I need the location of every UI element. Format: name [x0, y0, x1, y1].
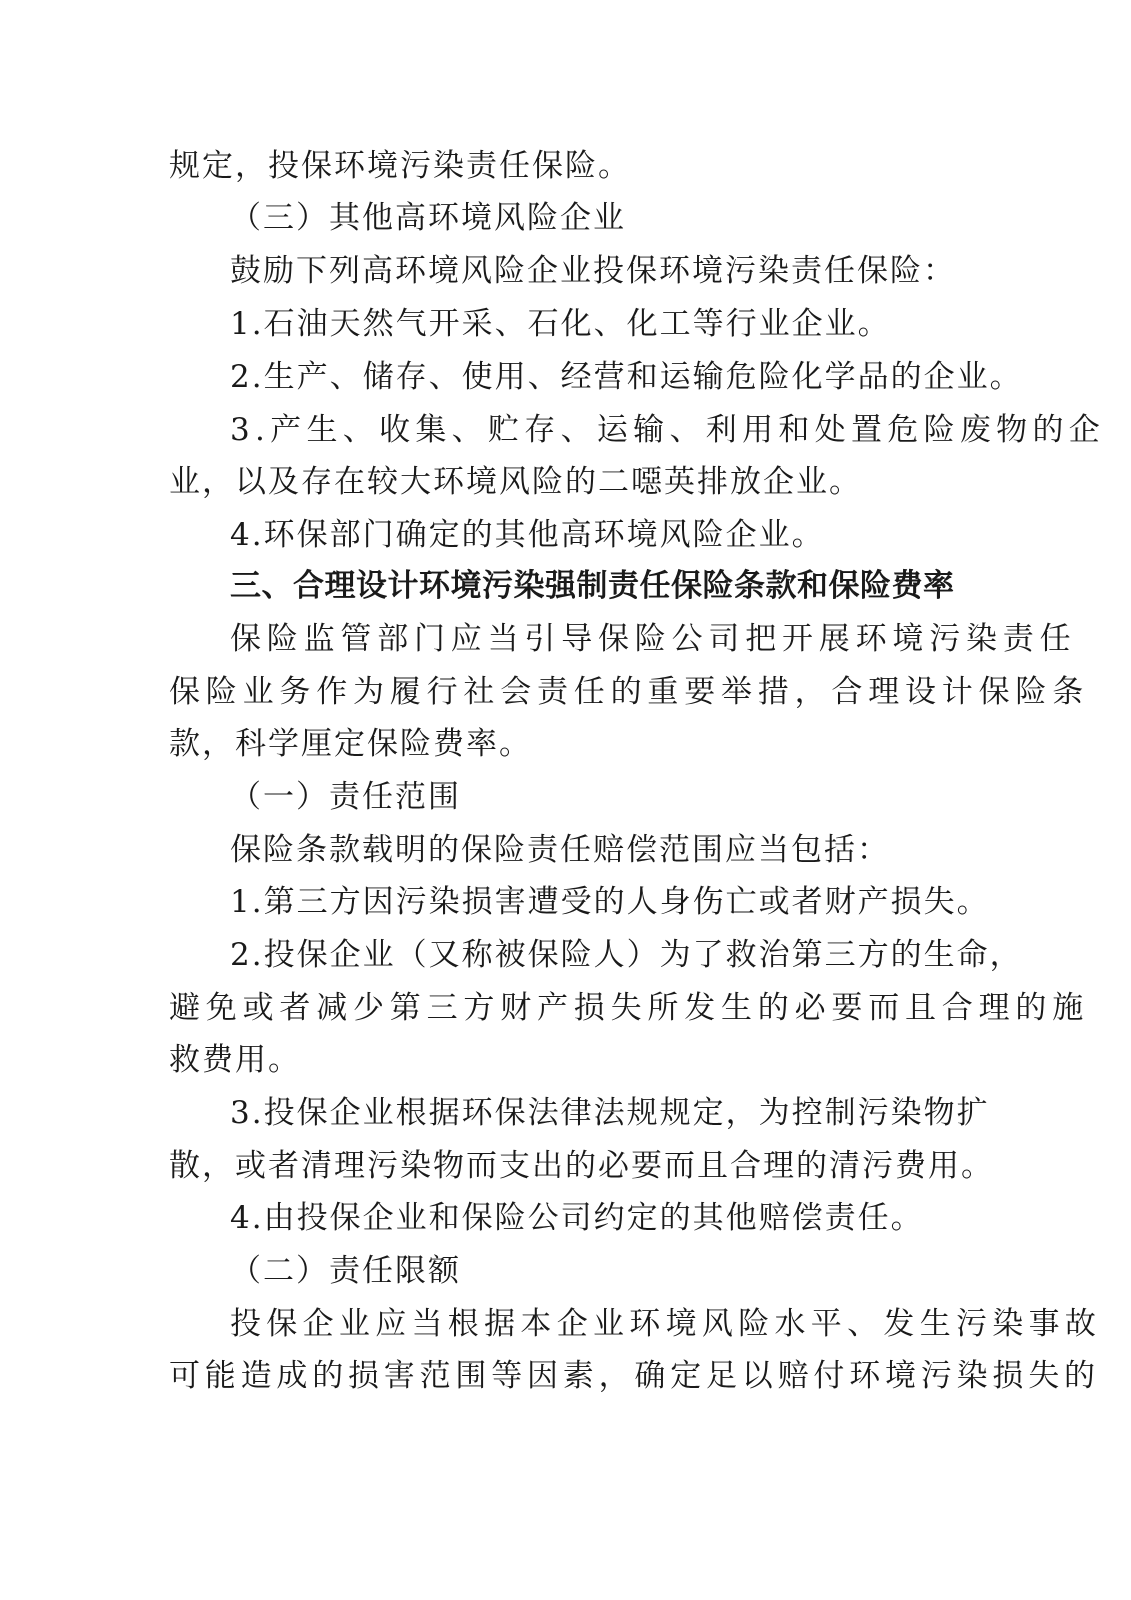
text-line: 业，以及存在较大环境风险的二噁英排放企业。: [169, 464, 862, 500]
subheading-line: （一）责任范围: [230, 779, 461, 815]
list-item: 3.投保企业根据环保法律法规规定，为控制污染物扩: [230, 1095, 990, 1131]
list-item: 4.由投保企业和保险公司约定的其他赔偿责任。: [230, 1200, 924, 1236]
subheading-line: （二）责任限额: [230, 1253, 461, 1289]
text-line: 投保企业应当根据本企业环境风险水平、发生污染事故: [230, 1306, 1102, 1342]
text-line: 规定，投保环境污染责任保险。: [169, 148, 631, 184]
list-item: 2.投保企业（又称被保险人）为了救治第三方的生命，: [230, 937, 1023, 973]
list-item: 2.生产、储存、使用、经营和运输危险化学品的企业。: [230, 359, 1023, 395]
text-line: 款，科学厘定保险费率。: [169, 726, 532, 762]
text-line: 保险监管部门应当引导保险公司把开展环境污染责任: [230, 621, 1077, 657]
list-item: 1.第三方因污染损害遭受的人身伤亡或者财产损失。: [230, 884, 990, 920]
subheading-line: （三）其他高环境风险企业: [230, 200, 626, 236]
section-heading: 三、合理设计环境污染强制责任保险条款和保险费率: [230, 568, 955, 604]
text-line: 救费用。: [169, 1042, 301, 1078]
text-line: 可能造成的损害范围等因素，确定足以赔付环境污染损失的: [169, 1358, 1100, 1394]
text-line: 保险业务作为履行社会责任的重要举措，合理设计保险条: [169, 674, 1089, 710]
list-item: 1.石油天然气开采、石化、化工等行业企业。: [230, 306, 891, 342]
text-line: 保险条款载明的保险责任赔偿范围应当包括：: [230, 832, 890, 868]
list-item: 4.环保部门确定的其他高环境风险企业。: [230, 517, 825, 553]
text-line: 散，或者清理污染物而支出的必要而且合理的清污费用。: [169, 1148, 994, 1184]
list-item: 3.产生、收集、贮存、运输、利用和处置危险废物的企: [230, 412, 1106, 448]
text-line: 鼓励下列高环境风险企业投保环境污染责任保险：: [230, 253, 956, 289]
text-line: 避免或者减少第三方财产损失所发生的必要而且合理的施: [169, 990, 1089, 1026]
